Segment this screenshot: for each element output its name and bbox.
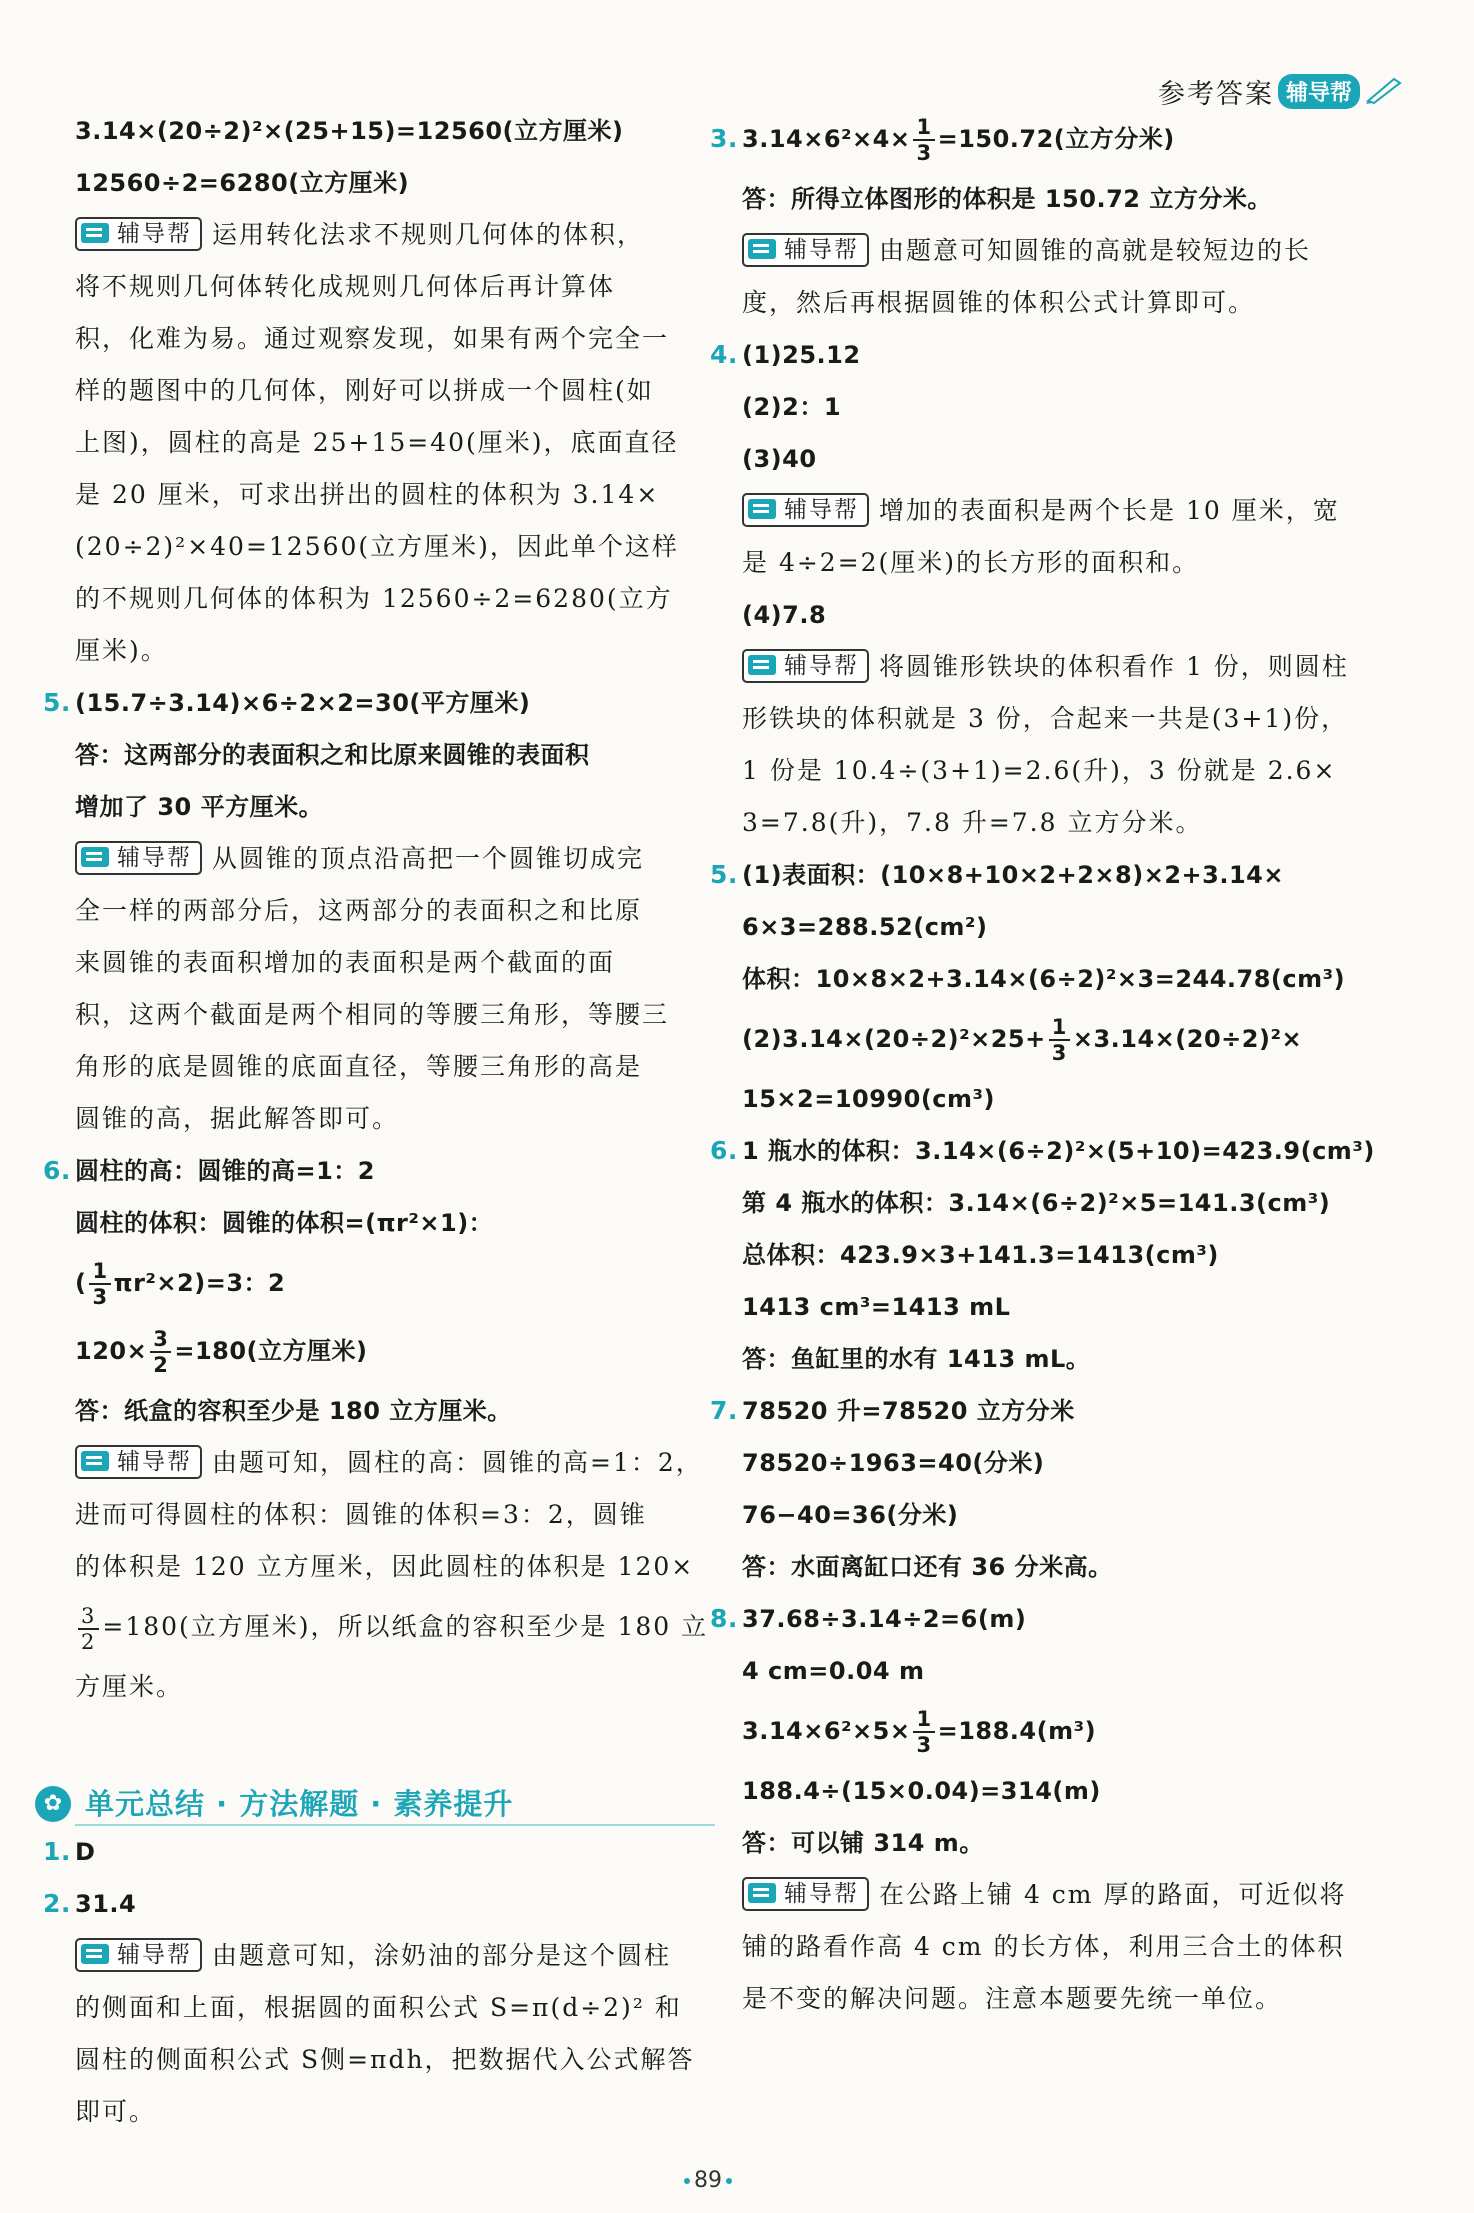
answer-line: 78520÷1963=40(分米) <box>742 1449 1045 1477</box>
answer-line: 1. D <box>75 1826 715 1878</box>
answer-line: 2. 31.4 <box>75 1878 715 1930</box>
explanation-line: 上图)，圆柱的高是 25+15=40(厘米)，底面直径 <box>75 428 679 457</box>
tutor-tag: 辅导帮 <box>75 1445 202 1479</box>
explanation-line: 辅导帮 由题意可知圆锥的高就是较短边的长 <box>742 225 1382 277</box>
tutor-tag: 辅导帮 <box>742 1877 869 1911</box>
answer-line: 体积：10×8×2+3.14×(6÷2)²×3=244.78(cm³) <box>742 965 1346 993</box>
explanation-line: 是 4÷2=2(厘米)的长方形的面积和。 <box>742 548 1200 577</box>
answer-line: 6×3=288.52(cm²) <box>742 913 988 941</box>
question-number: 6. <box>43 1156 71 1185</box>
explanation-line: 角形的底是圆锥的底面直径，等腰三角形的高是 <box>75 1052 643 1081</box>
answer-line: 总体积：423.9×3+141.3=1413(cm³) <box>742 1241 1219 1269</box>
pen-icon <box>1364 75 1404 109</box>
tutor-tag: 辅导帮 <box>742 649 869 683</box>
explanation-line: $\frac{3}{2}$ =180(立方厘米)，所以纸盒的容积至少是 180 立 <box>75 1593 715 1661</box>
left-column-bottom <box>43 1826 715 2138</box>
explanation-line: 是 20 厘米，可求出拼出的圆柱的体积为 3.14× <box>75 480 660 509</box>
section-title: 单元总结 · 方法解题 · 素养提升 <box>85 1787 514 1821</box>
answer-line: ( $\frac{1}{3}$ πr²×2)=3：2 <box>75 1259 286 1309</box>
section-header <box>35 1782 685 1826</box>
book-icon <box>81 847 109 867</box>
fraction: $\frac{3}{2}$ <box>150 1327 171 1377</box>
tutor-tag: 辅导帮 <box>742 233 869 267</box>
question-number: 5. <box>710 860 738 889</box>
flower-icon: ✿ <box>35 1786 71 1822</box>
explanation-line: 来圆锥的表面积增加的表面积是两个截面的面 <box>75 948 616 977</box>
book-icon <box>81 1451 109 1471</box>
explanation-line: (20÷2)²×40=12560(立方厘米)，因此单个这样 <box>75 532 679 561</box>
question-number: 6. <box>710 1136 738 1165</box>
explanation-line: 积，这两个截面是两个相同的等腰三角形，等腰三 <box>75 1000 670 1029</box>
explanation-line: 圆柱的侧面积公式 S侧=πdh，把数据代入公式解答 <box>75 2045 695 2074</box>
fraction: $\frac{1}{3}$ <box>1049 1015 1070 1065</box>
answer-line: (2)3.14×(20÷2)²×25+ $\frac{1}{3}$ ×3.14×(20÷2)²× <box>742 1015 1303 1065</box>
question-number: 3. <box>710 124 738 153</box>
fraction: $\frac{1}{3}$ <box>913 1707 934 1757</box>
explanation-line: 辅导帮 由题可知，圆柱的高：圆锥的高=1：2， <box>75 1437 715 1489</box>
question-number: 8. <box>710 1604 738 1633</box>
explanation-line: 辅导帮 运用转化法求不规则几何体的体积， <box>75 209 715 261</box>
question-number: 5. <box>43 688 71 717</box>
explanation-line: 辅导帮 从圆锥的顶点沿高把一个圆锥切成完 <box>75 833 715 885</box>
answer-line: 5. (15.7÷3.14)×6÷2×2=30(平方厘米) <box>75 677 715 729</box>
book-icon <box>748 499 776 519</box>
answer-line: 6. 1 瓶水的体积：3.14×(6÷2)²×(5+10)=423.9(cm³) <box>742 1125 1382 1177</box>
question-number: 2. <box>43 1889 71 1918</box>
answer-line: 答：这两部分的表面积之和比原来圆锥的表面积 <box>75 741 590 769</box>
answer-line: 圆柱的体积：圆锥的体积=(πr²×1)： <box>75 1209 494 1237</box>
explanation-line: 辅导帮 在公路上铺 4 cm 厚的路面，可近似将 <box>742 1869 1382 1921</box>
answer-line: 7. 78520 升=78520 立方分米 <box>742 1385 1382 1437</box>
question-number: 4. <box>710 340 738 369</box>
question-number: 1. <box>43 1837 71 1866</box>
tutor-tag: 辅导帮 <box>75 217 202 251</box>
explanation-line: 形铁块的体积就是 3 份，合起来一共是(3+1)份， <box>742 704 1349 733</box>
answer-line: 8. 37.68÷3.14÷2=6(m) <box>742 1593 1382 1645</box>
explanation-line: 辅导帮 由题意可知，涂奶油的部分是这个圆柱 <box>75 1930 715 1982</box>
explanation-line: 辅导帮 增加的表面积是两个长是 10 厘米，宽 <box>742 485 1382 537</box>
answer-line: 3.14×6²×5× $\frac{1}{3}$ =188.4(m³) <box>742 1707 1097 1757</box>
answer-line: 12560÷2=6280(立方厘米) <box>75 169 410 197</box>
tutor-tag: 辅导帮 <box>742 493 869 527</box>
explanation-line: 进而可得圆柱的体积：圆锥的体积=3：2，圆锥 <box>75 1500 647 1529</box>
answer-line: 6. 圆柱的高：圆锥的高=1：2 <box>75 1145 715 1197</box>
explanation-line: 度，然后再根据圆锥的体积公式计算即可。 <box>742 288 1256 317</box>
explanation-line: 3=7.8(升)，7.8 升=7.8 立方分米。 <box>742 808 1203 837</box>
fraction: $\frac{3}{2}$ <box>78 1604 99 1654</box>
explanation-line: 铺的路看作高 4 cm 的长方体，利用三合土的体积 <box>742 1932 1345 1961</box>
fraction: $\frac{1}{3}$ <box>913 115 934 165</box>
answer-line: (2)2：1 <box>742 393 842 421</box>
answer-line: 答：鱼缸里的水有 1413 mL。 <box>742 1345 1091 1373</box>
answer-line: 76−40=36(分米) <box>742 1501 959 1529</box>
answer-line: 答：水面离缸口还有 36 分米高。 <box>742 1553 1113 1581</box>
header-badge: 辅导帮 <box>1278 74 1360 109</box>
explanation-line: 是不变的解决问题。注意本题要先统一单位。 <box>742 1984 1283 2013</box>
answer-line: 5. (1)表面积：(10×8+10×2+2×8)×2+3.14× <box>742 849 1382 901</box>
answer-line: 3. 3.14×6²×4× $\frac{1}{3}$ =150.72(立方分米) <box>742 105 1382 173</box>
answer-line: 增加了 30 平方厘米。 <box>75 793 324 821</box>
answer-line: 4 cm=0.04 m <box>742 1657 925 1685</box>
explanation-line: 圆锥的高，据此解答即可。 <box>75 1104 400 1133</box>
tutor-tag: 辅导帮 <box>75 841 202 875</box>
explanation-line: 厘米)。 <box>75 636 168 665</box>
explanation-line: 辅导帮 将圆锥形铁块的体积看作 1 份，则圆柱 <box>742 641 1382 693</box>
answer-line: 答：所得立体图形的体积是 150.72 立方分米。 <box>742 185 1272 213</box>
answer-line: 3.14×(20÷2)²×(25+15)=12560(立方厘米) <box>75 117 624 145</box>
explanation-line: 即可。 <box>75 2097 157 2126</box>
answer-line: 1413 cm³=1413 mL <box>742 1293 1011 1321</box>
explanation-line: 1 份是 10.4÷(3+1)=2.6(升)，3 份就是 2.6× <box>742 756 1337 785</box>
explanation-line: 的体积是 120 立方厘米，因此圆柱的体积是 120× <box>75 1552 695 1581</box>
explanation-line: 的不规则几何体的体积为 12560÷2=6280(立方 <box>75 584 673 613</box>
answer-line: (4)7.8 <box>742 601 827 629</box>
answer-line: 第 4 瓶水的体积：3.14×(6÷2)²×5=141.3(cm³) <box>742 1189 1331 1217</box>
answer-line: 答：可以铺 314 m。 <box>742 1829 984 1857</box>
answer-line: 答：纸盒的容积至少是 180 立方厘米。 <box>75 1397 512 1425</box>
book-icon <box>81 1944 109 1964</box>
fraction: $\frac{1}{3}$ <box>89 1259 110 1309</box>
book-icon <box>748 1883 776 1903</box>
book-icon <box>81 223 109 243</box>
book-icon <box>748 239 776 259</box>
question-number: 7. <box>710 1396 738 1425</box>
explanation-line: 的侧面和上面，根据圆的面积公式 S=π(d÷2)² 和 <box>75 1993 682 2022</box>
explanation-line: 样的题图中的几何体，刚好可以拼成一个圆柱(如 <box>75 376 654 405</box>
explanation-line: 方厘米。 <box>75 1672 184 1701</box>
explanation-line: 将不规则几何体转化成规则几何体后再计算体 <box>75 272 616 301</box>
answer-line: 15×2=10990(cm³) <box>742 1085 995 1113</box>
explanation-line: 积，化难为易。通过观察发现，如果有两个完全一 <box>75 324 670 353</box>
explanation-line: 全一样的两部分后，这两部分的表面积之和比原 <box>75 896 643 925</box>
answer-line: 120× $\frac{3}{2}$ =180(立方厘米) <box>75 1327 368 1377</box>
answer-line: 4. (1)25.12 <box>742 329 1382 381</box>
answer-line: (3)40 <box>742 445 817 473</box>
page-number: 89 <box>680 2168 736 2193</box>
book-icon <box>748 655 776 675</box>
tutor-tag: 辅导帮 <box>75 1938 202 1972</box>
right-column <box>710 105 1382 2025</box>
header-title: 参考答案 <box>1157 79 1274 110</box>
left-column <box>43 105 715 1713</box>
answer-line: 188.4÷(15×0.04)=314(m) <box>742 1777 1101 1805</box>
